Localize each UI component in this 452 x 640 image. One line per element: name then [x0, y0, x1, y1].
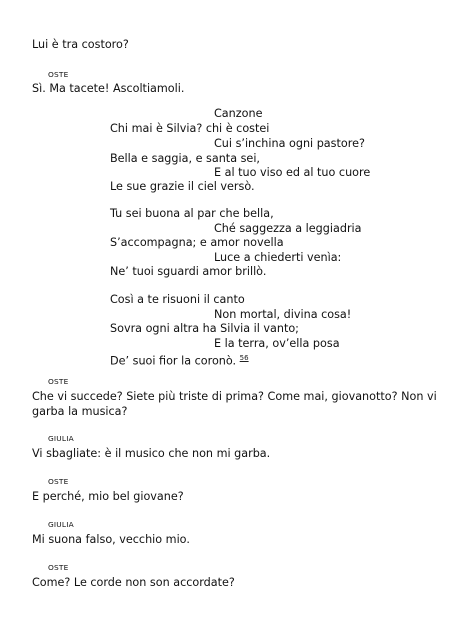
dialogue-line	[32, 576, 235, 590]
line-text: Le sue grazie il ciel versò.	[110, 180, 255, 193]
verse-line	[110, 122, 269, 136]
line-text: OSTE	[48, 70, 69, 79]
verse-line	[110, 236, 284, 250]
dialogue-line	[32, 447, 270, 461]
line-text: Chi mai è Silvia? chi è costei	[110, 122, 270, 135]
verse-line-indented	[214, 137, 365, 151]
song-title	[214, 107, 262, 121]
line-text: E la terra, ov’ella posa	[214, 337, 340, 350]
verse-line-indented	[214, 308, 351, 322]
dialogue-line	[32, 533, 190, 547]
verse-line-indented	[214, 251, 341, 265]
speaker-name	[48, 563, 69, 573]
line-text: Lui è tra costoro?	[32, 38, 129, 51]
speaker-name	[48, 477, 69, 487]
verse-line-indented	[214, 222, 362, 236]
speaker-name	[48, 70, 69, 80]
line-text: OSTE	[48, 377, 69, 386]
dialogue-line	[32, 405, 127, 419]
verse-line	[110, 152, 260, 166]
line-text: Vi sbagliate: è il musico che non mi garba.	[32, 447, 271, 460]
line-text: Che vi succede? Siete più triste di prima? Come mai, giovanotto? Non vi	[32, 390, 437, 403]
verse-line	[110, 180, 255, 194]
line-text: Ne’ tuoi sguardi amor brillò.	[110, 265, 267, 278]
line-text: Mi suona falso, vecchio mio.	[32, 533, 190, 546]
verse-line	[110, 351, 249, 369]
speaker-name	[48, 520, 74, 530]
line-text: E al tuo viso ed al tuo cuore	[214, 166, 371, 179]
line-text: garba la musica?	[32, 405, 128, 418]
line-text: Luce a chiederti venìa:	[214, 251, 342, 264]
line-text: Tu sei buona al par che bella,	[110, 207, 274, 220]
line-text: De’ suoi fior la coronò.	[110, 354, 237, 368]
verse-line	[110, 322, 299, 336]
line-text: Ché saggezza a leggiadria	[214, 222, 362, 235]
footnote-link[interactable]: 56	[239, 354, 249, 362]
line-text: S’accompagna; e amor novella	[110, 236, 284, 249]
verse-line-indented	[214, 166, 370, 180]
dialogue-line	[32, 38, 129, 52]
line-text: Canzone	[214, 107, 263, 120]
dialogue-line	[32, 390, 437, 404]
line-text: Cui s’inchina ogni pastore?	[214, 137, 365, 150]
line-text: Sovra ogni altra ha Silvia il vanto;	[110, 322, 299, 335]
dialogue-line	[32, 82, 184, 96]
speaker-name	[48, 377, 69, 387]
line-text: Come? Le corde non son accordate?	[32, 576, 235, 589]
dialogue-line	[32, 490, 184, 504]
speaker-name	[48, 434, 74, 444]
line-text: GIULIA	[48, 520, 74, 529]
verse-line	[110, 293, 245, 307]
line-text: GIULIA	[48, 434, 74, 443]
verse-line	[110, 207, 274, 221]
line-text: E perché, mio bel giovane?	[32, 490, 184, 503]
line-text: Bella e saggia, e santa sei,	[110, 152, 260, 165]
line-text: Così a te risuoni il canto	[110, 293, 245, 306]
verse-line	[110, 265, 266, 279]
line-text: Sì. Ma tacete! Ascoltiamoli.	[32, 82, 185, 95]
line-text: OSTE	[48, 563, 69, 572]
line-text: OSTE	[48, 477, 69, 486]
verse-line-indented	[214, 337, 340, 351]
line-text: Non mortal, divina cosa!	[214, 308, 352, 321]
